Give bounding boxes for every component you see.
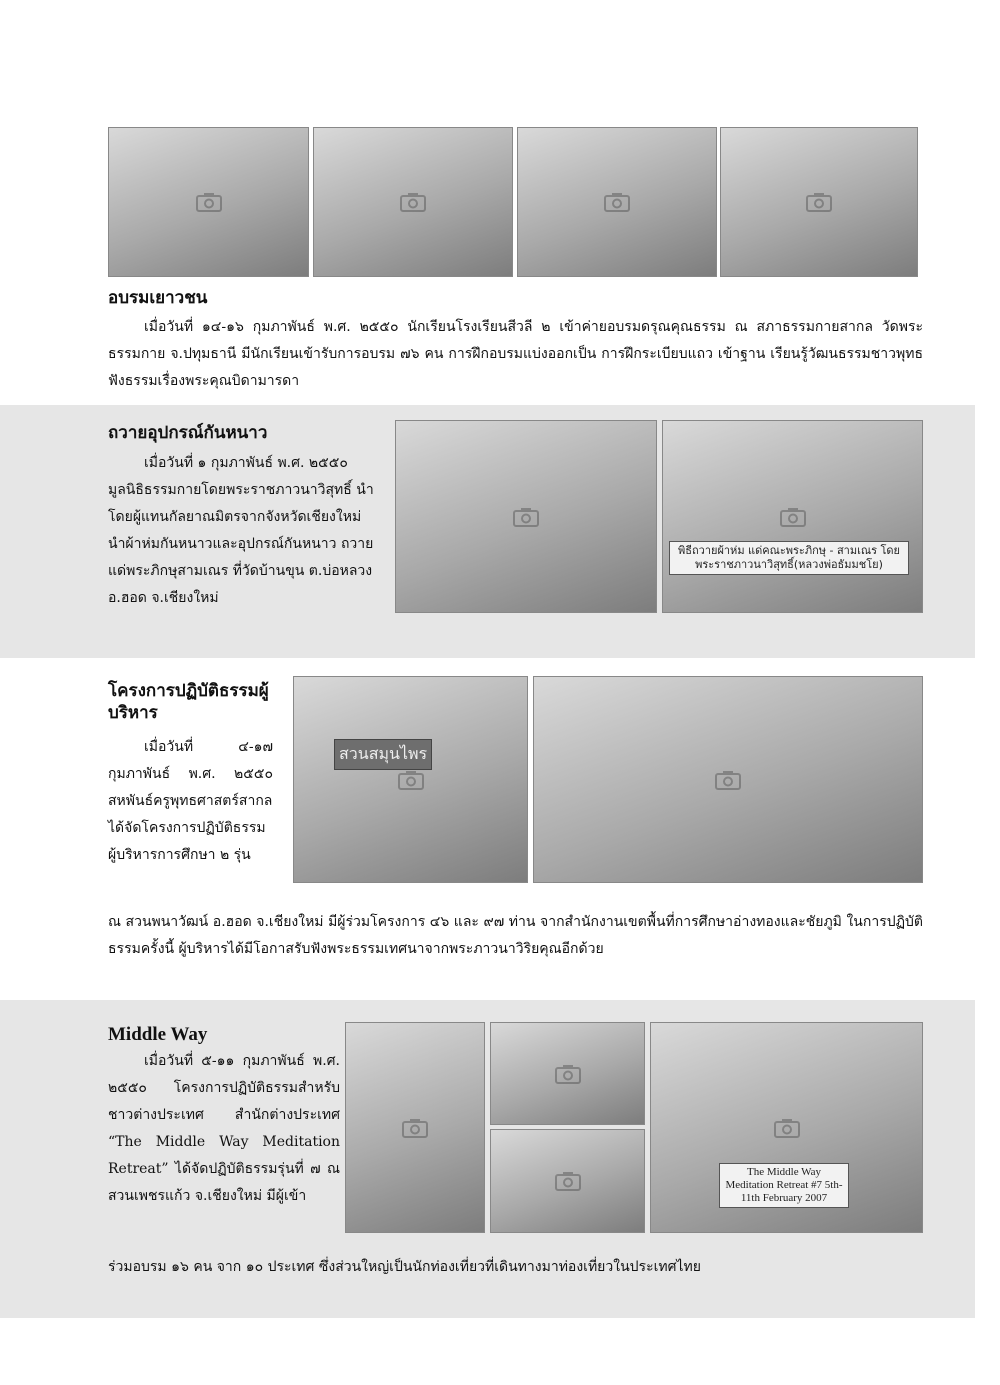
section-heading-youth-training: อบรมเยาวชน [108,288,208,308]
photo-icon [806,192,832,212]
photo-executive-garden [293,676,528,883]
photo-banner-donation: พิธีถวายผ้าห่ม แด่คณะพระภิกษุ - สามเณร โดย พระราชภาวนาวิสุทธิ์(หลวงพ่อธัมมชโย) [669,541,909,575]
photo-youth-lineup [720,127,918,277]
section-body-middle-way-bottom: ร่วมอบรม ๑๖ คน จาก ๑๐ ประเทศ ซึ่งส่วนใหญ่เป็นนักท่องเที่ยวที่เดินทางมาท่องเที่ยวในประเทศไทย [108,1259,701,1275]
photo-middleway-forest-group [490,1022,645,1125]
photo-icon [400,192,426,212]
photo-icon [513,507,539,527]
photo-icon [780,507,806,527]
photo-icon [715,770,741,790]
section-body-text: เมื่อวันที่ ๑ กุมภาพันธ์ พ.ศ. ๒๕๕๐ มูลนิธิธรรมกายโดยพระราชภาวนาวิสุทธิ์ นำโดยผู้แทนกัลยาณมิตรจากจังหวัดเชียงใหม่ นำผ้าห่มกันหนาวและอุปกรณ์กันหนาว ถวายแด่พระภิกษุสามเณร ที่วัดบ้านขุน ต.บ่อหลวง อ.ฮอด จ.เชียงใหม่ [108,455,374,606]
photo-donation-group [662,420,923,613]
section-heading-middle-way: Middle Way [108,1024,208,1045]
photo-icon [604,192,630,212]
photo-icon [774,1118,800,1138]
section-body-winter-donation [108,450,378,612]
section-body-text: เมื่อวันที่ ๕-๑๑ กุมภาพันธ์ พ.ศ. ๒๕๕๐ โครงการปฏิบัติธรรมสำหรับชาวต่างประเทศ สำนักต่างประเทศ “The Middle Way Meditation Retreat” ได้จัดปฏิบัติธรรมรุ่นที่ ๗ ณ สวนเพชรแก้ว จ.เชียงใหม่ มีผู้เข้า [108,1053,340,1204]
photo-donation-monks [395,420,657,613]
section-body-text: เมื่อวันที่ ๑๔-๑๖ กุมภาพันธ์ พ.ศ. ๒๕๕๐ นักเรียนโรงเรียนสีวลี ๒ เข้าค่ายอบรมดรุณคุณธรรม ณ สภาธรรมกายสากล วัดพระธรรมกาย จ.ปทุมธานี มีนักเรียนเข้ารับการอบรม ๗๖ คน การฝึกอบรมแบ่งออกเป็น การฝึกระเบียบแถว เข้าฐาน เรียนรู้วัฒนธรรมชาวพุทธ ฟังธรรมเรื่องพระคุณบิดามารดา [108,319,923,389]
photo-youth-meditation [517,127,717,277]
section-heading-winter-donation: ถวายอุปกรณ์กันหนาว [108,423,268,443]
photo-icon [402,1118,428,1138]
photo-icon [398,770,424,790]
photo-middleway-banner-group [650,1022,923,1233]
section-body-executive-practice-bottom: ณ สวนพนาวัฒน์ อ.ฮอด จ.เชียงใหม่ มีผู้ร่วมโครงการ ๔๖ และ ๙๗ ท่าน จากสำนักงานเขตพื้นที่การศึกษาอ่างทองและชัยภูมิ ในการปฏิบัติธรรมครั้งนี้ ผู้บริหารได้มีโอกาสรับฟังพระธรรมเทศนาจากพระภาวนาวิริยคุณอีกด้วย [108,914,923,957]
photo-banner-middle-way: The Middle Way Meditation Retreat #7 5th-11th February 2007 [719,1163,849,1208]
photo-youth-students-sitting [313,127,513,277]
photo-sign-garden: สวนสมุนไพร [334,739,432,770]
section-body-middle-way-top [108,1048,340,1210]
section-body-executive-practice-top [108,734,273,869]
photo-icon [555,1064,581,1084]
photo-icon [555,1171,581,1191]
photo-middleway-meditator [345,1022,485,1233]
photo-icon [196,192,222,212]
photo-middleway-forest-pair [490,1129,645,1233]
section-heading-executive-practice: โครงการปฏิบัติธรรมผู้บริหาร [108,681,269,723]
photo-youth-monk-teaching [108,127,309,277]
section-body-text: เมื่อวันที่ ๔-๑๗ กุมภาพันธ์ พ.ศ. ๒๕๕๐ สหพันธ์ครูพุทธศาสตร์สากล ได้จัดโครงการปฏิบัติธรรมผู้บริหารการศึกษา ๒ รุ่น [108,739,273,863]
photo-executive-hall [533,676,923,883]
section-body-youth-training [108,314,923,395]
